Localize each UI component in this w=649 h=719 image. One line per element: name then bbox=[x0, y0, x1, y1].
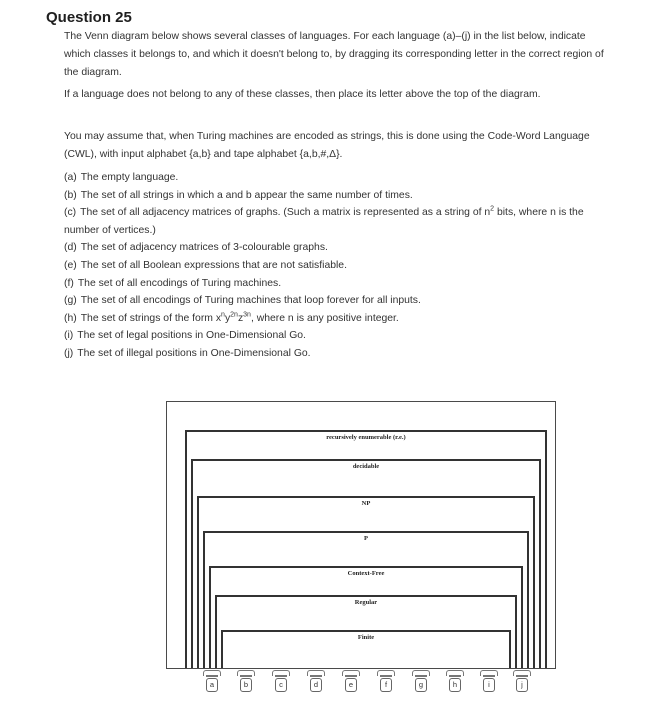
region-label: Regular bbox=[354, 599, 378, 606]
language-text: The set of all adjacency matrices of graphs. (Such a matrix is represented as a string of n bbox=[80, 207, 491, 219]
language-item-i bbox=[64, 327, 604, 345]
superscript: 2 bbox=[490, 205, 495, 213]
region-finite[interactable] bbox=[221, 630, 511, 668]
language-label: (a) bbox=[64, 172, 77, 183]
language-label: (h) bbox=[64, 312, 77, 324]
language-text: The set of all Boolean expressions that are not satisfiable. bbox=[80, 259, 347, 271]
region-label: decidable bbox=[352, 463, 380, 470]
language-item-f bbox=[64, 275, 604, 293]
language-label: (d) bbox=[64, 242, 77, 254]
language-text: The set of adjacency matrices of 3-colourable graphs. bbox=[80, 242, 328, 254]
language-item-b bbox=[64, 187, 604, 205]
venn-diagram[interactable] bbox=[166, 401, 556, 669]
language-item-e bbox=[64, 257, 604, 275]
superscript: n bbox=[221, 311, 225, 319]
language-text: The set of strings of the form x bbox=[80, 312, 222, 324]
superscript: 2n bbox=[230, 311, 238, 319]
language-text: z bbox=[237, 312, 244, 324]
instructions-text: The Venn diagram below shows several classes of languages. For each language (a)–(j) in the list below, indicate which classes it belongs to, and which it doesn't belong to, by dragging its corresponding letter in the correct region of the diagram. bbox=[64, 31, 604, 78]
language-item-c bbox=[64, 204, 604, 239]
drag-tile-d[interactable] bbox=[307, 670, 325, 696]
question-title: Question 25 bbox=[46, 9, 132, 26]
language-text: The set of all strings in which a and b appear the same number of times. bbox=[80, 189, 413, 201]
superscript: 3n bbox=[243, 311, 251, 319]
none-class-note: If a language does not belong to any of these classes, then place its letter above the top of the diagram. bbox=[64, 89, 541, 100]
tile-cap bbox=[380, 675, 392, 677]
tile-letter: i bbox=[483, 678, 495, 692]
language-text: , where n is any positive integer. bbox=[250, 312, 399, 324]
language-label: (b) bbox=[64, 189, 77, 201]
tile-cap bbox=[240, 675, 252, 677]
language-label: (c) bbox=[64, 207, 77, 219]
language-label: (f) bbox=[64, 277, 74, 289]
tile-letter: d bbox=[310, 678, 322, 692]
drag-tile-e[interactable] bbox=[342, 670, 360, 696]
tile-letter: h bbox=[449, 678, 461, 692]
tile-cap bbox=[275, 675, 287, 677]
region-label: P bbox=[364, 535, 368, 542]
tile-cap bbox=[206, 675, 218, 677]
tile-cap bbox=[345, 675, 357, 677]
language-list bbox=[64, 169, 604, 363]
drag-tile-j[interactable] bbox=[513, 670, 531, 696]
drag-tile-b[interactable] bbox=[237, 670, 255, 696]
tile-letter: j bbox=[516, 678, 528, 692]
language-text: The set of all encodings of Turing machines that loop forever for all inputs. bbox=[80, 295, 421, 307]
tile-letter: b bbox=[240, 678, 252, 692]
drag-tile-c[interactable] bbox=[272, 670, 290, 696]
tile-letter: g bbox=[415, 678, 427, 692]
tile-letter: f bbox=[380, 678, 392, 692]
language-item-a bbox=[64, 169, 604, 187]
drag-tile-a[interactable] bbox=[203, 670, 221, 696]
language-item-d bbox=[64, 239, 604, 257]
tile-cap bbox=[310, 675, 322, 677]
language-text: bits, where n is the number of vertices.) bbox=[64, 207, 584, 236]
language-item-j bbox=[64, 345, 604, 363]
language-label: (j) bbox=[64, 347, 74, 359]
language-item-h bbox=[64, 310, 604, 328]
language-text: The set of all encodings of Turing machines. bbox=[77, 277, 282, 289]
region-label: Finite bbox=[357, 634, 375, 641]
drag-tile-f[interactable] bbox=[377, 670, 395, 696]
language-text: y bbox=[224, 312, 231, 324]
tile-cap bbox=[415, 675, 427, 677]
tile-cap bbox=[483, 675, 495, 677]
tile-cap bbox=[516, 675, 528, 677]
region-label: recursively enumerable (r.e.) bbox=[326, 434, 406, 441]
region-label: NP bbox=[361, 500, 371, 507]
language-item-g bbox=[64, 292, 604, 310]
drag-tile-h[interactable] bbox=[446, 670, 464, 696]
drag-tile-i[interactable] bbox=[480, 670, 498, 696]
tile-cap bbox=[449, 675, 461, 677]
drag-tile-g[interactable] bbox=[412, 670, 430, 696]
region-label: Context-Free bbox=[347, 570, 385, 577]
language-label: (i) bbox=[64, 330, 74, 342]
assumption-text: You may assume that, when Turing machines are encoded as strings, this is done using the Code-Word Language (CWL), with input alphabet {a,b} and tape alphabet {a,b,#,Δ}. bbox=[64, 131, 590, 160]
language-label: (g) bbox=[64, 295, 77, 307]
language-text: The empty language. bbox=[80, 172, 179, 183]
language-text: The set of illegal positions in One-Dimensional Go. bbox=[77, 347, 311, 359]
tile-letter: e bbox=[345, 678, 357, 692]
tile-letter: a bbox=[206, 678, 218, 692]
language-label: (e) bbox=[64, 259, 77, 271]
tile-letter: c bbox=[275, 678, 287, 692]
language-text: The set of legal positions in One-Dimensional Go. bbox=[77, 330, 306, 342]
